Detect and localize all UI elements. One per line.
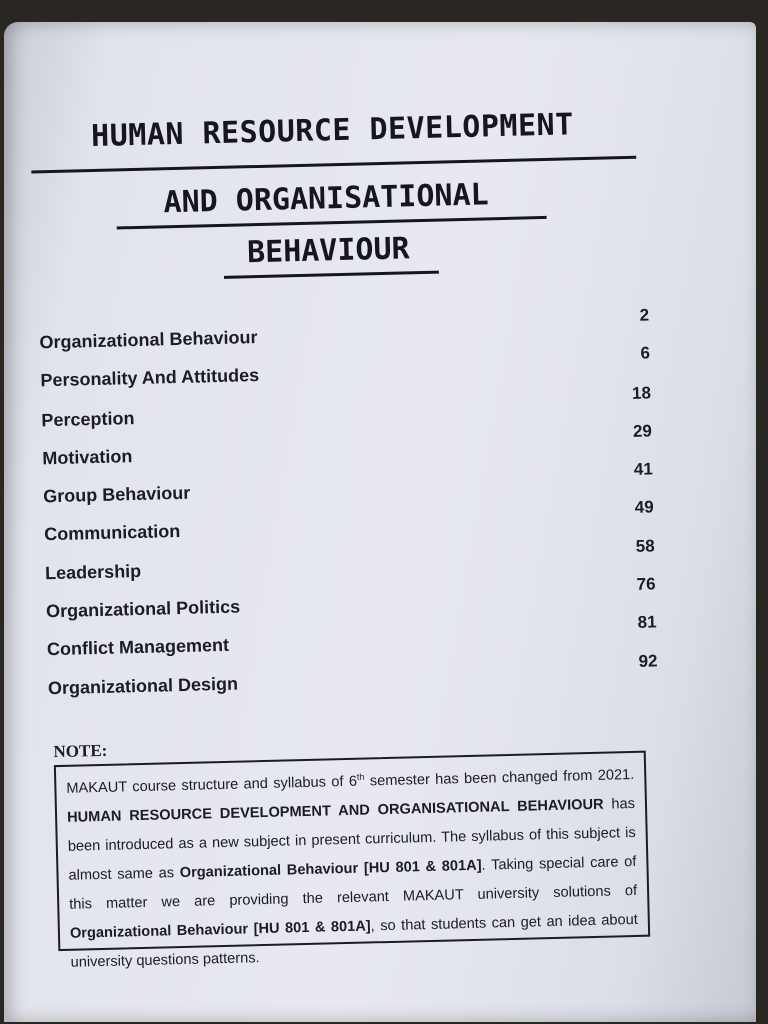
toc-row xyxy=(47,651,659,708)
toc-label: Conflict Management xyxy=(46,634,230,660)
toc-row xyxy=(44,536,656,593)
note-text: has been introduced as a new subject in present curriculum. The syllabus of this subject is almost same as xyxy=(67,795,636,884)
toc-row xyxy=(42,421,653,478)
note-superscript: th xyxy=(356,771,365,782)
note-bold-course: Organizational Behaviour [HU 801 & 801A] xyxy=(69,918,371,942)
toc-page-number: 92 xyxy=(638,651,658,671)
title-line-1: HUMAN RESOURCE DEVELOPMENT xyxy=(90,107,575,155)
note-text: semester has been changed from 2021. xyxy=(364,766,635,790)
toc-page-number: 2 xyxy=(639,305,650,325)
toc-row xyxy=(46,612,658,669)
toc-label: Organizational Politics xyxy=(45,596,241,622)
title-line-2: AND ORGANISATIONAL xyxy=(163,177,490,221)
toc-label: Perception xyxy=(41,408,135,431)
note-text: . Taking special care of this matter we are providing the relevant MAKAUT university solutions of xyxy=(69,853,638,913)
toc-row xyxy=(40,343,651,400)
toc-page-number: 81 xyxy=(637,612,657,632)
note-bold-course: Organizational Behaviour [HU 801 & 801A] xyxy=(179,857,482,882)
toc-label: Leadership xyxy=(44,560,142,584)
toc-label: Communication xyxy=(43,520,181,545)
title-line-3: BEHAVIOUR xyxy=(246,231,411,271)
toc-row xyxy=(43,497,655,554)
note-box xyxy=(54,751,650,971)
note-text: MAKAUT course structure and syllabus of 6 xyxy=(66,773,358,797)
toc-page-number: 76 xyxy=(636,574,656,594)
note-text: , so that students can get an idea about university questions patterns. xyxy=(70,911,639,971)
note-heading: NOTE: xyxy=(53,740,108,762)
toc-row xyxy=(41,383,652,440)
toc-label: Motivation xyxy=(42,446,133,469)
title-underline-3 xyxy=(224,271,439,279)
book-page xyxy=(4,22,756,1022)
toc-label: Group Behaviour xyxy=(43,482,191,507)
toc-label: Organizational Design xyxy=(47,673,239,699)
toc-row xyxy=(43,459,654,516)
toc-page-number: 29 xyxy=(632,421,653,441)
toc-label: Personality And Attitudes xyxy=(40,365,260,391)
toc-row xyxy=(45,574,657,631)
toc-page-number: 41 xyxy=(633,459,654,479)
toc-page-number: 6 xyxy=(640,343,651,363)
toc-label: Organizational Behaviour xyxy=(39,327,258,353)
page-content xyxy=(4,22,756,1022)
title-underline-1 xyxy=(31,156,636,174)
toc-row xyxy=(39,305,650,362)
toc-page-number: 18 xyxy=(631,383,652,403)
toc-page-number: 49 xyxy=(634,497,654,517)
note-bold-subject: HUMAN RESOURCE DEVELOPMENT AND ORGANISATIONAL BEHAVIOUR xyxy=(66,796,604,826)
toc-page-number: 58 xyxy=(635,536,655,556)
